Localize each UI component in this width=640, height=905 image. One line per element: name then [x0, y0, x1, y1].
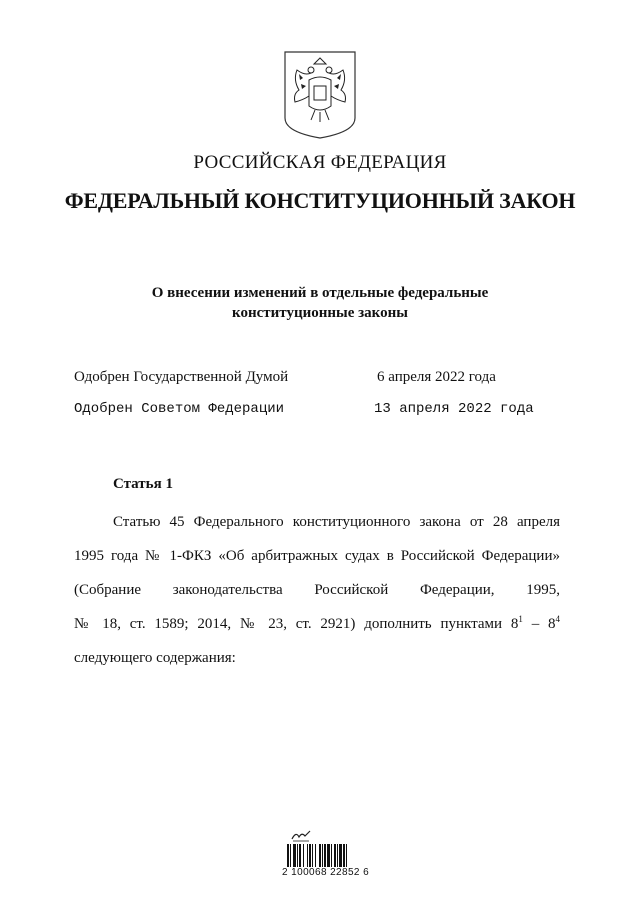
- barcode-bar: [319, 844, 321, 867]
- barcode-bar: [290, 844, 291, 867]
- superscript: 4: [555, 614, 561, 624]
- article-line: № 18, ст. 1589; 2014, № 23, ст. 2921) дополнить пунктами 8: [74, 616, 519, 632]
- barcode-bar: [334, 844, 336, 867]
- article-title: Статья 1: [113, 476, 173, 492]
- barcode-bar: [331, 844, 332, 867]
- article-line: следующего содержания:: [74, 650, 236, 666]
- article-line: Статью 45 Федерального конституционного закона от 28 апреля: [113, 514, 560, 530]
- coat-of-arms-emblem: [281, 50, 359, 140]
- barcode-bar: [287, 844, 289, 867]
- approval-duma-label: Одобрен Государственной Думой: [74, 369, 289, 385]
- signature-mark: [290, 828, 312, 842]
- barcode-bar: [327, 844, 330, 867]
- barcode-bar: [307, 844, 308, 867]
- barcode: [287, 844, 371, 867]
- law-subject-line: О внесении изменений в отдельные федеральные: [151, 285, 489, 301]
- barcode-bar: [315, 844, 316, 867]
- barcode-bar: [293, 844, 296, 867]
- approval-council-label: Одобрен Советом Федерации: [74, 401, 285, 417]
- approval-duma-date: 6 апреля 2022 года: [377, 369, 496, 385]
- barcode-bar: [299, 844, 301, 867]
- article-line: (Собрание законодательства Российской Федерации, 1995,: [74, 582, 560, 598]
- barcode-bar: [324, 844, 326, 867]
- barcode-bar: [303, 844, 304, 867]
- superscript: 1: [518, 614, 523, 624]
- barcode-bar: [339, 844, 342, 867]
- approval-council-date: 13 апреля 2022 года: [374, 401, 534, 417]
- article-line: 1995 года № 1-ФКЗ «Об арбитражных судах в Российской Федерации»: [74, 548, 560, 564]
- barcode-bar: [343, 844, 345, 867]
- barcode-bar: [337, 844, 338, 867]
- law-subject-line: конституционные законы: [232, 305, 408, 321]
- barcode-bar: [309, 844, 311, 867]
- barcode-bar: [312, 844, 313, 867]
- barcode-bar: [322, 844, 323, 867]
- dash: –: [531, 616, 540, 632]
- country-title: РОССИЙСКАЯ ФЕДЕРАЦИЯ: [193, 152, 447, 173]
- article-line-with-points: [74, 607, 560, 641]
- barcode-bar: [297, 844, 298, 867]
- point-number: 8: [548, 616, 556, 632]
- article-body: [74, 505, 560, 675]
- law-type-title: ФЕДЕРАЛЬНЫЙ КОНСТИТУЦИОННЫЙ ЗАКОН: [64, 188, 576, 213]
- barcode-bar: [346, 844, 347, 867]
- barcode-number: 2 100068 22852 6: [282, 867, 370, 878]
- law-subject: [0, 283, 640, 323]
